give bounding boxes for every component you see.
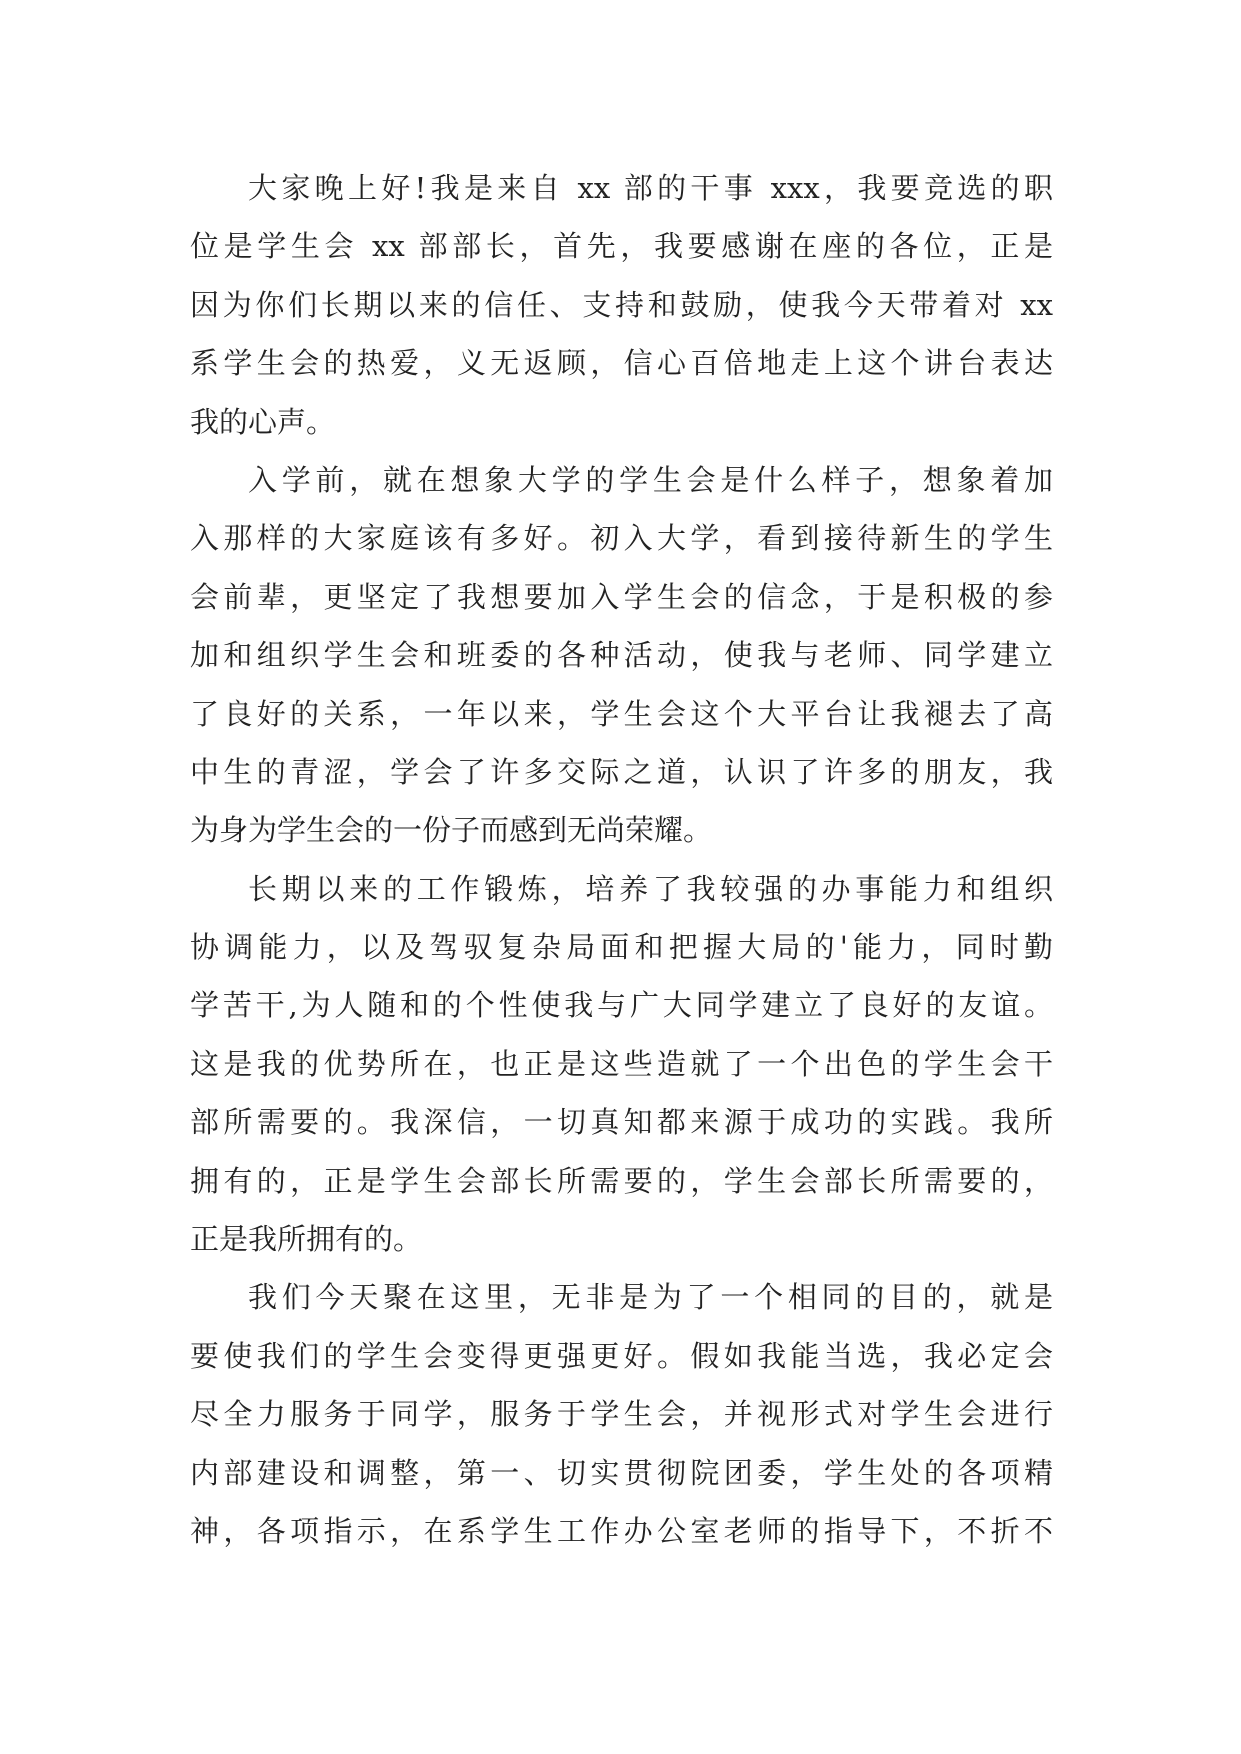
text-line: 要使我们的学生会变得更强更好。假如我能当选，我必定会	[190, 1338, 1053, 1373]
text-line: 正是我所拥有的。	[190, 1222, 423, 1257]
text-line: 我们今天聚在这里，无非是为了一个相同的目的，就是	[248, 1280, 1053, 1315]
text-line: 中生的青涩，学会了许多交际之道，认识了许多的朋友，我	[190, 754, 1053, 789]
text-line: 我的心声。	[190, 404, 336, 439]
paragraph	[190, 451, 1053, 860]
text-line: 学苦干,为人随和的个性使我与广大同学建立了良好的友谊。	[190, 988, 1053, 1023]
text-line: 了良好的关系，一年以来，学生会这个大平台让我褪去了高	[190, 696, 1053, 731]
text-line: 会前辈，更坚定了我想要加入学生会的信念，于是积极的参	[190, 579, 1053, 614]
text-line: 长期以来的工作锻炼，培养了我较强的办事能力和组织	[248, 871, 1053, 906]
text-line: 系学生会的热爱，义无返顾，信心百倍地走上这个讲台表达	[190, 346, 1053, 381]
text-line: 大家晚上好!我是来自 xx 部的干事 xxx，我要竞选的职	[248, 171, 1053, 205]
text-line: 这是我的优势所在，也正是这些造就了一个出色的学生会干	[190, 1046, 1053, 1081]
text-line: 协调能力，以及驾驭复杂局面和把握大局的'能力，同时勤	[190, 930, 1053, 965]
paragraph	[190, 1268, 1053, 1560]
text-line: 为身为学生会的一份子而感到无尚荣耀。	[190, 813, 713, 848]
document-body	[190, 159, 1053, 1560]
text-line: 尽全力服务于同学，服务于学生会，并视形式对学生会进行	[190, 1397, 1053, 1432]
text-line: 入那样的大家庭该有多好。初入大学，看到接待新生的学生	[190, 521, 1053, 556]
text-line: 入学前，就在想象大学的学生会是什么样子，想象着加	[248, 462, 1053, 497]
paragraph	[190, 159, 1053, 451]
paragraph	[190, 860, 1053, 1269]
text-line: 部所需要的。我深信，一切真知都来源于成功的实践。我所	[190, 1105, 1053, 1140]
text-line: 内部建设和调整，第一、切实贯彻院团委，学生处的各项精	[190, 1455, 1053, 1490]
text-line: 因为你们长期以来的信任、支持和鼓励，使我今天带着对 xx	[190, 287, 1053, 322]
text-line: 位是学生会 xx 部部长，首先，我要感谢在座的各位，正是	[190, 229, 1053, 264]
text-line: 拥有的，正是学生会部长所需要的，学生会部长所需要的，	[190, 1163, 1053, 1198]
text-line: 加和组织学生会和班委的各种活动，使我与老师、同学建立	[190, 638, 1053, 673]
text-line: 神，各项指示，在系学生工作办公室老师的指导下，不折不	[190, 1513, 1053, 1548]
